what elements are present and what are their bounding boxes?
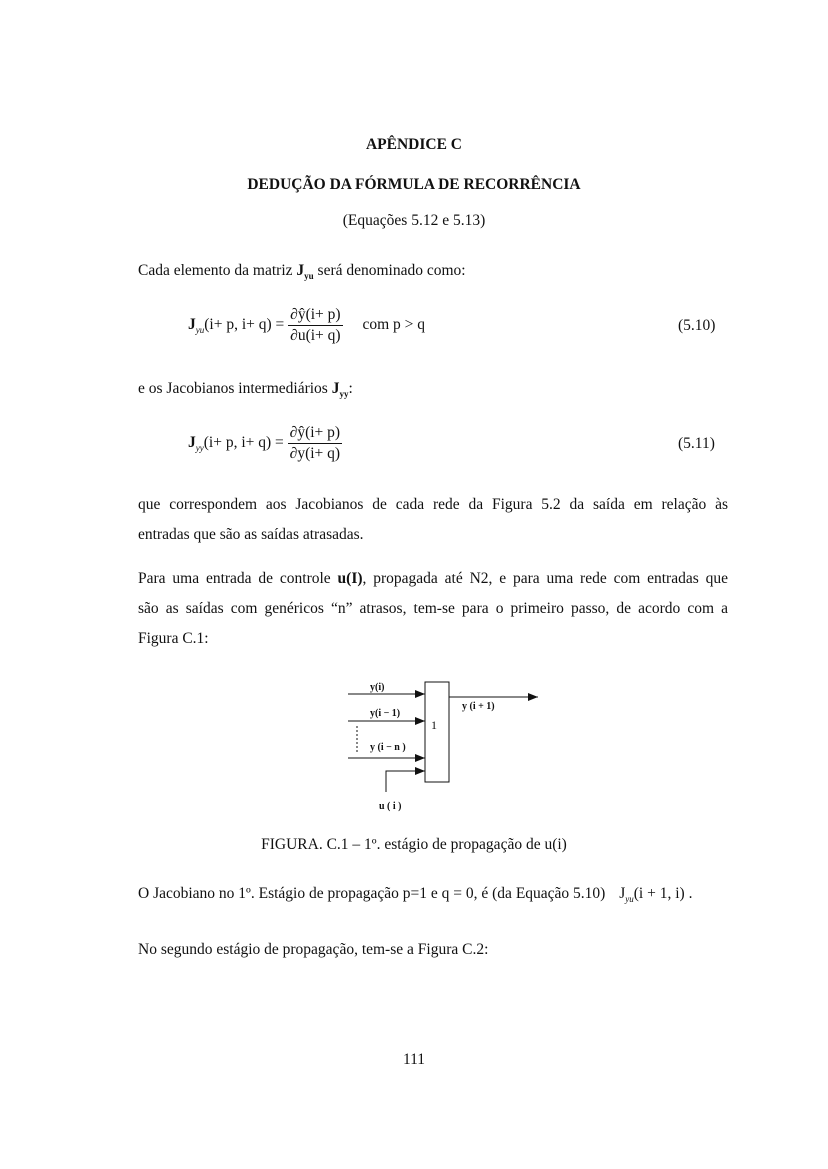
input-label-y-i-minus-1: y(i − 1) [370,708,401,719]
paragraph-text: Cada elemento da matriz [138,262,297,279]
paragraph-text: : [348,380,353,397]
page-number: 111 [402,1051,426,1068]
equation-lhs-args: (i+ p, i+ q) = [203,434,284,452]
equation-condition: com p > q [362,316,426,334]
fraction-denominator: ∂u(i+ q) [290,327,341,344]
paragraph-line: Figura C.1: [138,630,209,647]
inline-jacobian [619,885,693,905]
jacobian-subscript: yy [195,443,204,454]
block-label: 1 [431,718,437,732]
paragraph-second-stage: No segundo estágio de propagação, tem-se a Figura C.2: [138,941,489,958]
equations-reference: (Equações 5.12 e 5.13) [342,212,486,229]
jacobian-subscript: yu [195,325,205,336]
jacobian-args: (i + 1, i) . [633,885,693,902]
matrix-symbol: J [331,380,340,397]
matrix-symbol-subscript: yu [304,271,314,282]
input-label-y-i: y(i) [370,682,385,693]
fraction-numerator: ∂ŷ(i+ p) [288,424,342,444]
output-label: y (i + 1) [462,701,495,712]
paragraph-text: e os Jacobianos intermediários [138,380,332,397]
appendix-title: APÊNDICE C [365,136,463,153]
jacobian-subscript: yu [625,894,634,905]
matrix-symbol: J [296,262,305,279]
paragraph-text: O Jacobiano no 1º. Estágio de propagação p=1 e q = 0, é (da Equação 5.10) [138,885,606,902]
control-input-arrow [386,771,425,792]
control-symbol: u(I) [337,570,363,587]
paragraph-first-stage-jacobian [138,879,728,914]
figure-caption: FIGURA. C.1 – 1º. estágio de propagação de u(i) [261,836,567,853]
input-label-y-i-minus-n: y (i − n ) [370,742,406,753]
equation-number: (5.11) [678,435,715,452]
matrix-symbol-subscript: yy [339,389,349,400]
paragraph-text: será denominado como: [313,262,466,279]
paragraph-line: entradas que são as saídas atrasadas. [138,526,364,543]
fraction-numerator: ∂ŷ(i+ p) [288,306,342,326]
jacobian-symbol: J [188,434,196,452]
paragraph-line: são as saídas com genéricos “n” atrasos, tem-se para o primeiro passo, de acordo com a [138,600,728,617]
control-input-label: u ( i ) [379,801,402,812]
paragraph-line: que correspondem aos Jacobianos de cada rede da Figura 5.2 da saída em relação às [138,496,728,513]
jacobian-symbol: J [619,885,626,902]
network-block [425,682,449,782]
equation-lhs-args: (i+ p, i+ q) = [204,316,285,334]
equation-number: (5.10) [678,317,716,334]
jacobian-symbol: J [188,316,196,334]
paragraph-text: , propagada até N2, e para uma rede com entradas que [362,570,728,587]
appendix-subtitle: DEDUÇÃO DA FÓRMULA DE RECORRÊNCIA [247,176,581,193]
paragraph-text: Para uma entrada de controle [138,570,338,587]
fraction-denominator: ∂y(i+ q) [289,445,341,462]
